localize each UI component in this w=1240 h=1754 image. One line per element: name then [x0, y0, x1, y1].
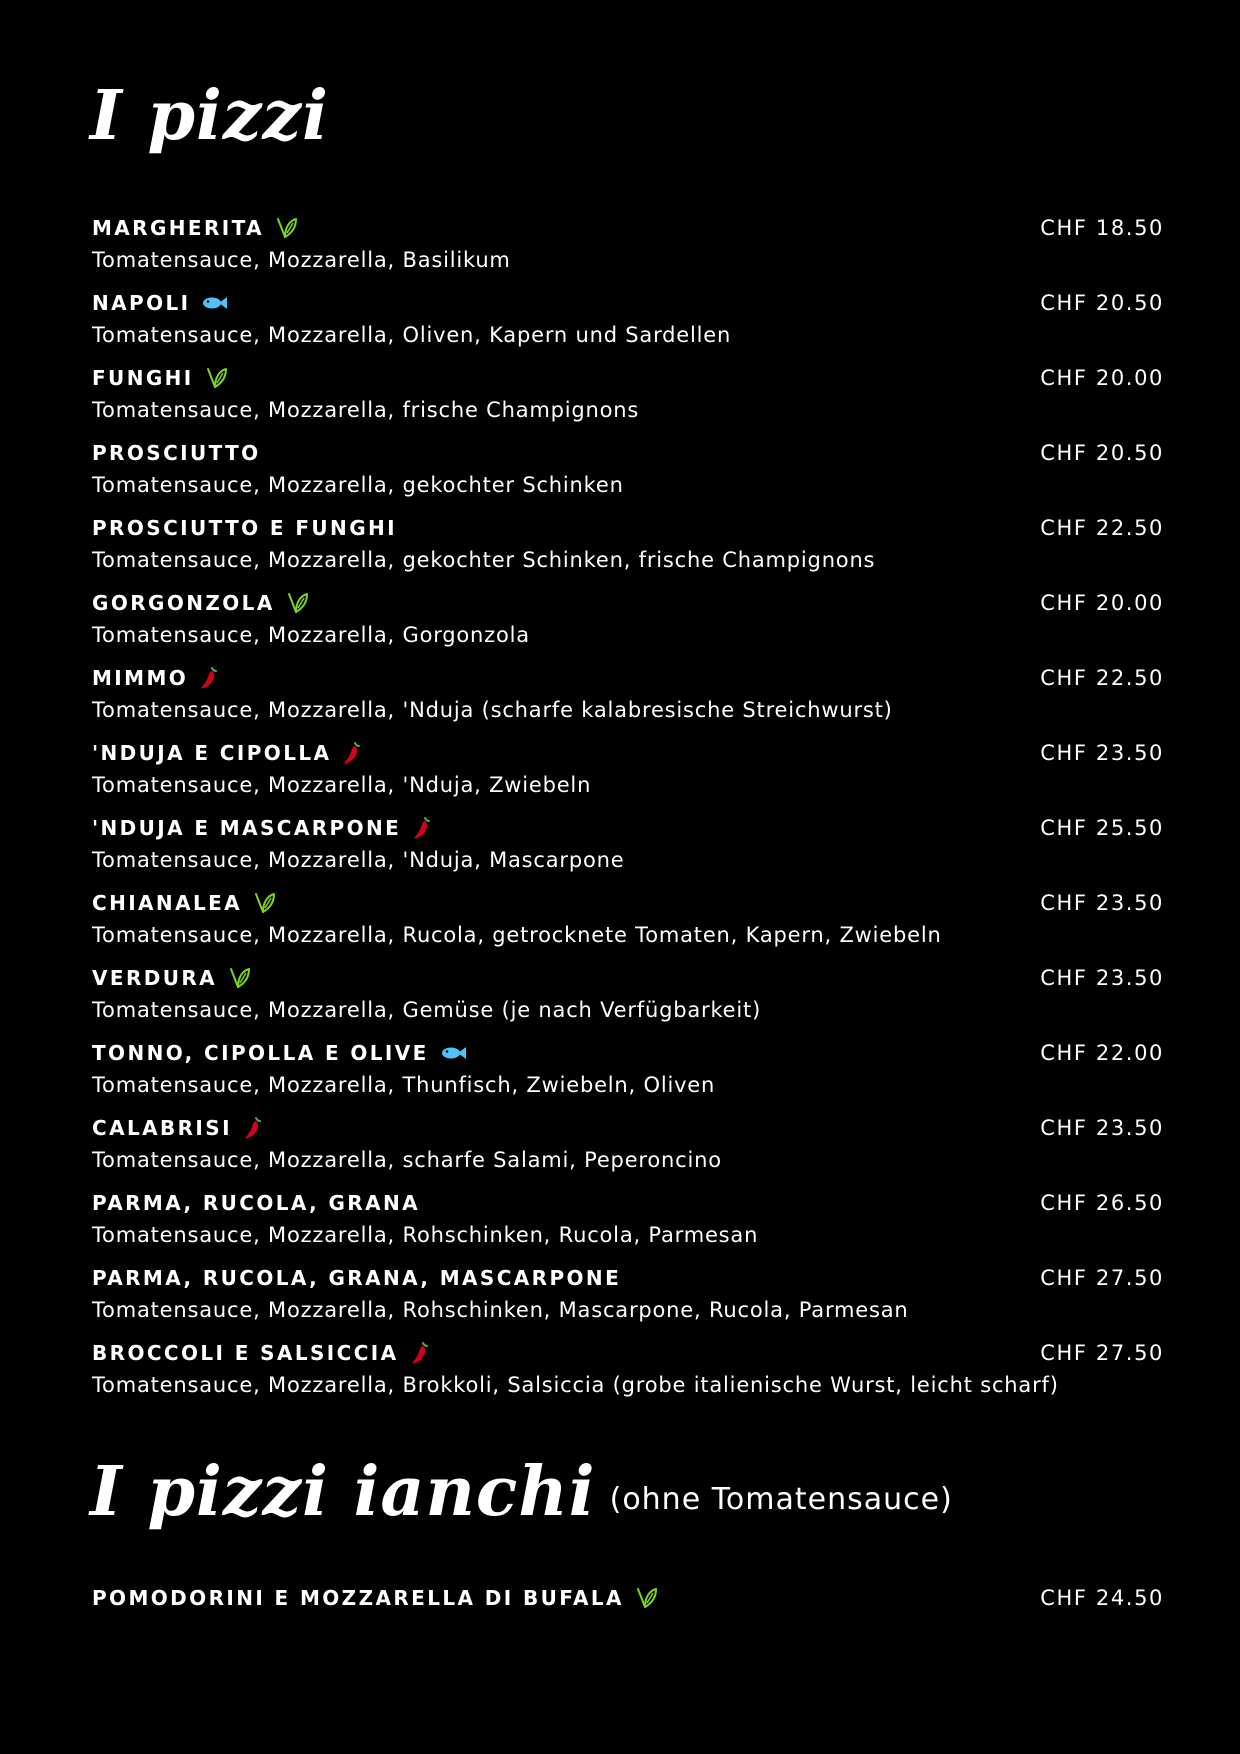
menu-item-price: CHF 22.00	[1040, 1041, 1164, 1065]
menu-item-description: Tomatensauce, Mozzarella, frische Champignons	[92, 398, 640, 422]
menu-item-price: CHF 25.50	[1040, 816, 1164, 840]
menu-item-name-group	[92, 291, 228, 315]
menu-item	[92, 1582, 1164, 1657]
menu-item-price: CHF 20.50	[1040, 441, 1164, 465]
menu-item-header	[92, 212, 1164, 244]
menu-item-price: CHF 23.50	[1040, 966, 1164, 990]
menu-item-description: Tomatensauce, Mozzarella, Basilikum	[92, 248, 511, 272]
menu-item-name-group	[92, 516, 397, 540]
menu-item	[92, 212, 1164, 287]
menu-item-price: CHF 23.50	[1040, 891, 1164, 915]
menu-item	[92, 287, 1164, 362]
menu-item-header	[92, 287, 1164, 319]
vegetarian-leaf-icon	[636, 1586, 658, 1610]
menu-item	[92, 362, 1164, 437]
menu-item-name: FUNGHI	[92, 366, 194, 390]
menu-item-name: MIMMO	[92, 666, 189, 690]
menu-item-price: CHF 26.50	[1040, 1191, 1164, 1215]
menu-item	[92, 437, 1164, 512]
menu-item-name: MARGHERITA	[92, 216, 265, 240]
fish-icon	[202, 296, 228, 310]
vegetarian-leaf-icon	[287, 591, 309, 615]
menu-item	[92, 887, 1164, 962]
menu-item-name-group	[92, 441, 261, 465]
section-title-pizzi-ianchi	[90, 1452, 953, 1532]
menu-item-name: 'NDUJA E CIPOLLA	[92, 741, 332, 765]
vegetarian-leaf-icon	[254, 891, 276, 915]
chili-pepper-icon	[200, 666, 218, 690]
menu-item-name-group	[92, 741, 361, 765]
menu-item-name-group	[92, 1041, 467, 1065]
menu-item-description: Tomatensauce, Mozzarella, Rohschinken, Rucola, Parmesan	[92, 1223, 759, 1247]
menu-item-name: TONNO, CIPOLLA E OLIVE	[92, 1041, 429, 1065]
section-title-text: I pizzi	[90, 76, 329, 156]
menu-item-name-group	[92, 966, 251, 990]
chili-pepper-icon	[411, 1341, 429, 1365]
menu-item-header	[92, 1337, 1164, 1369]
menu-item-price: CHF 27.50	[1040, 1341, 1164, 1365]
menu-item-price: CHF 20.50	[1040, 291, 1164, 315]
menu-item-description: Tomatensauce, Mozzarella, Oliven, Kapern und Sardellen	[92, 323, 732, 347]
menu-item	[92, 737, 1164, 812]
menu-item	[92, 962, 1164, 1037]
menu-item-description: Tomatensauce, Mozzarella, Thunfisch, Zwiebeln, Oliven	[92, 1073, 716, 1097]
menu-item-name: CALABRISI	[92, 1116, 232, 1140]
menu-item	[92, 1187, 1164, 1262]
chili-pepper-icon	[244, 1116, 262, 1140]
menu-item-description: Tomatensauce, Mozzarella, 'Nduja (scharfe kalabresische Streichwurst)	[92, 698, 893, 722]
menu-item	[92, 1337, 1164, 1412]
menu-item-header	[92, 1187, 1164, 1219]
menu-item-name: PROSCIUTTO E FUNGHI	[92, 516, 397, 540]
menu-item-name-group	[92, 891, 276, 915]
vegetarian-leaf-icon	[229, 966, 251, 990]
menu-item-description: Tomatensauce, Mozzarella, gekochter Schinken	[92, 473, 624, 497]
menu-item-description: Tomatensauce, Mozzarella, Rucola, getrocknete Tomaten, Kapern, Zwiebeln	[92, 923, 942, 947]
menu-item-name: VERDURA	[92, 966, 218, 990]
menu-item-description: Tomatensauce, Mozzarella, Gemüse (je nach Verfügbarkeit)	[92, 998, 762, 1022]
menu-item-name: GORGONZOLA	[92, 591, 275, 615]
menu-item	[92, 512, 1164, 587]
menu-item-description: Tomatensauce, Mozzarella, Brokkoli, Salsiccia (grobe italienische Wurst, leicht scharf)	[92, 1373, 1059, 1397]
menu-item	[92, 587, 1164, 662]
menu-list-pizzi-ianchi	[92, 1582, 1164, 1657]
menu-item-description: Tomatensauce, Mozzarella, Gorgonzola	[92, 623, 530, 647]
menu-item	[92, 812, 1164, 887]
menu-item-description: Tomatensauce, Mozzarella, scharfe Salami, Peperoncino	[92, 1148, 722, 1172]
menu-item-name: 'NDUJA E MASCARPONE	[92, 816, 402, 840]
menu-item-header	[92, 1037, 1164, 1069]
section-title-note: (ohne Tomatensauce)	[609, 1482, 953, 1517]
section-title-pizzi	[90, 76, 329, 156]
menu-item-price: CHF 20.00	[1040, 591, 1164, 615]
menu-item-description: Tomatensauce, Mozzarella, 'Nduja, Zwiebeln	[92, 773, 592, 797]
menu-item-price: CHF 23.50	[1040, 1116, 1164, 1140]
menu-item-name-group	[92, 1341, 429, 1365]
chili-pepper-icon	[343, 741, 361, 765]
menu-item-header	[92, 587, 1164, 619]
vegetarian-leaf-icon	[206, 366, 228, 390]
vegetarian-leaf-icon	[276, 216, 298, 240]
menu-item-price: CHF 20.00	[1040, 366, 1164, 390]
menu-item-header	[92, 1262, 1164, 1294]
menu-item-name: CHIANALEA	[92, 891, 243, 915]
menu-item-price: CHF 18.50	[1040, 216, 1164, 240]
menu-item-name: PARMA, RUCOLA, GRANA	[92, 1191, 420, 1215]
menu-item-price: CHF 24.50	[1040, 1586, 1164, 1610]
menu-item-header	[92, 962, 1164, 994]
menu-list-pizzi	[92, 212, 1164, 1412]
menu-item-name-group	[92, 1116, 262, 1140]
menu-item-header	[92, 1582, 1164, 1614]
menu-item-header	[92, 662, 1164, 694]
menu-item-header	[92, 887, 1164, 919]
menu-item-name: PROSCIUTTO	[92, 441, 261, 465]
menu-item-header	[92, 812, 1164, 844]
menu-item-name: POMODORINI E MOZZARELLA DI BUFALA	[92, 1586, 624, 1610]
chili-pepper-icon	[413, 816, 431, 840]
menu-item-name-group	[92, 1191, 420, 1215]
menu-item-name-group	[92, 1586, 658, 1610]
menu-item	[92, 662, 1164, 737]
menu-item-price: CHF 27.50	[1040, 1266, 1164, 1290]
menu-item	[92, 1037, 1164, 1112]
menu-item-name-group	[92, 591, 309, 615]
menu-item-description: Tomatensauce, Mozzarella, 'Nduja, Mascarpone	[92, 848, 625, 872]
menu-item-header	[92, 437, 1164, 469]
menu-item-name-group	[92, 1266, 621, 1290]
menu-item-name-group	[92, 666, 218, 690]
menu-item-header	[92, 737, 1164, 769]
menu-item-price: CHF 22.50	[1040, 516, 1164, 540]
menu-item-name: BROCCOLI E SALSICCIA	[92, 1341, 399, 1365]
menu-item-description: Tomatensauce, Mozzarella, Rohschinken, Mascarpone, Rucola, Parmesan	[92, 1298, 909, 1322]
menu-item-name: NAPOLI	[92, 291, 191, 315]
fish-icon	[441, 1046, 467, 1060]
menu-item-price: CHF 22.50	[1040, 666, 1164, 690]
menu-item	[92, 1112, 1164, 1187]
menu-item-description: Tomatensauce, Mozzarella, gekochter Schinken, frische Champignons	[92, 548, 876, 572]
menu-item-price: CHF 23.50	[1040, 741, 1164, 765]
menu-item-header	[92, 362, 1164, 394]
menu-item	[92, 1262, 1164, 1337]
section-title-text: I pizzi ianchi	[90, 1452, 596, 1532]
menu-item-header	[92, 512, 1164, 544]
menu-item-name: PARMA, RUCOLA, GRANA, MASCARPONE	[92, 1266, 622, 1290]
menu-item-name-group	[92, 216, 298, 240]
menu-item-name-group	[92, 816, 431, 840]
menu-item-header	[92, 1112, 1164, 1144]
menu-item-name-group	[92, 366, 228, 390]
